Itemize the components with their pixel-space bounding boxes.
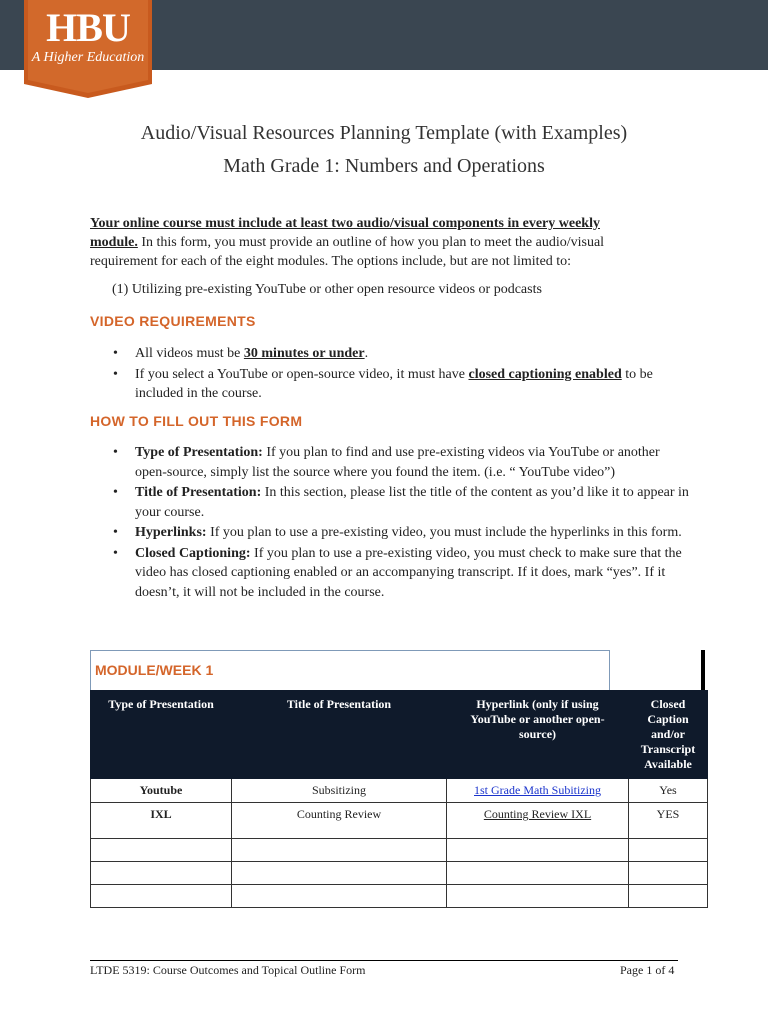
table-cell[interactable] <box>232 839 447 862</box>
video-requirements-heading: VIDEO REQUIREMENTS <box>90 313 256 329</box>
table-cell <box>447 803 629 839</box>
module-title: MODULE/WEEK 1 <box>95 662 214 678</box>
table-row <box>91 885 708 908</box>
table-cell[interactable] <box>447 885 629 908</box>
table-row <box>91 862 708 885</box>
table-cell: Subsitizing <box>232 779 447 803</box>
page-number: Page 1 of 4 <box>620 963 675 977</box>
logo-tagline: A Higher Education <box>31 50 145 65</box>
page-title: Audio/Visual Resources Planning Template (with Examples) <box>140 122 628 144</box>
table-cell <box>447 779 629 803</box>
table-header-row <box>91 691 708 779</box>
intro-requirement: Your online course must include at least two audio/visual components in every weekly module. <box>90 216 600 250</box>
list-item: • Title of Presentation: In this section, please list the title of the content as you’d like it to appear in your course. <box>90 483 690 522</box>
table-cell: Youtube <box>91 779 232 803</box>
table-cell[interactable] <box>232 885 447 908</box>
intro-paragraph <box>90 214 650 271</box>
footer-divider <box>90 960 678 961</box>
hyperlink-counting-review[interactable]: Counting Review IXL <box>483 807 592 821</box>
table-row <box>91 839 708 862</box>
list-item: • Hyperlinks: If you plan to use a pre-existing video, you must include the hyperlinks in this form. <box>90 523 690 543</box>
module-table <box>90 690 708 908</box>
column-header: Hyperlink (only if using YouTube or another open-source) <box>447 691 629 779</box>
table-cell[interactable] <box>91 839 232 862</box>
page-subtitle: Math Grade 1: Numbers and Operations <box>223 155 545 177</box>
table-cell: YES <box>629 803 708 839</box>
table-cell[interactable] <box>629 839 708 862</box>
column-header: Closed Caption and/or Transcript Available <box>629 691 708 779</box>
table-cell[interactable] <box>629 862 708 885</box>
intro-text: In this form, you must provide an outline of how you plan to meet the audio/visual requirement for each of the eight modules. The options include, but are not limited to: <box>90 235 605 269</box>
column-header: Type of Presentation <box>91 691 232 779</box>
list-item: • Type of Presentation: If you plan to find and use pre-existing videos via YouTube or another open-source, simply list the source where you found the item. (i.e. “ YouTube video”) <box>90 443 690 482</box>
table-cell: Counting Review <box>232 803 447 839</box>
table-row <box>91 803 708 839</box>
divider <box>701 650 705 690</box>
table-cell[interactable] <box>91 862 232 885</box>
video-requirements-list <box>90 344 690 405</box>
table-cell: Yes <box>629 779 708 803</box>
list-item: • If you select a YouTube or open-source video, it must have closed captioning enabled to be included in the course. <box>90 365 690 404</box>
how-to-heading: HOW TO FILL OUT THIS FORM <box>90 413 303 429</box>
table-cell[interactable] <box>232 862 447 885</box>
hyperlink-subitizing[interactable]: 1st Grade Math Subitizing <box>474 783 601 797</box>
module-header-box <box>90 650 610 690</box>
logo-main-text: HBU <box>46 5 130 50</box>
option-item: (1) Utilizing pre-existing YouTube or other open resource videos or podcasts <box>112 282 542 297</box>
list-item: • All videos must be 30 minutes or under. <box>90 344 690 364</box>
table-cell: IXL <box>91 803 232 839</box>
table-cell[interactable] <box>91 885 232 908</box>
table-cell[interactable] <box>447 862 629 885</box>
list-item: • Closed Captioning: If you plan to use a pre-existing video, you must check to make sure that the video has closed captioning enabled or an accompanying transcript. If it does, mark “yes”. If it doesn’t, it will not be included in the course. <box>90 544 690 603</box>
footer-course: LTDE 5319: Course Outcomes and Topical Outline Form <box>90 963 366 977</box>
column-header: Title of Presentation <box>232 691 447 779</box>
hbu-logo <box>24 0 152 98</box>
table-row <box>91 779 708 803</box>
table-cell[interactable] <box>447 839 629 862</box>
how-to-list <box>90 443 690 603</box>
table-cell[interactable] <box>629 885 708 908</box>
